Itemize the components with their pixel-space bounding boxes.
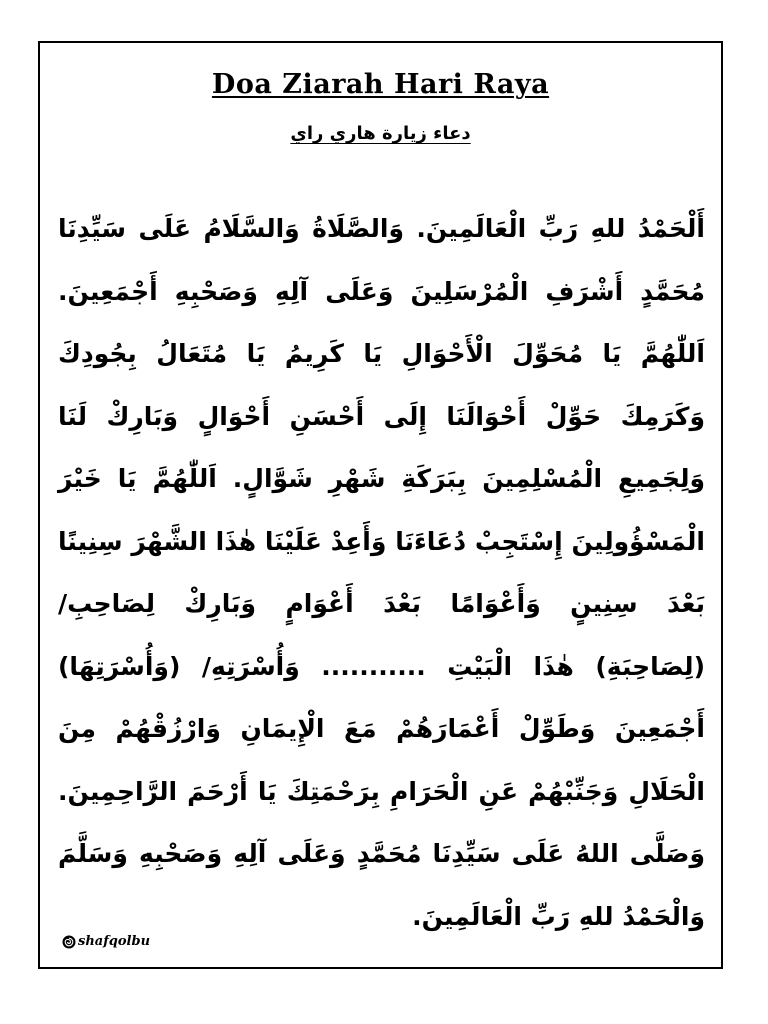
prayer-line: مُحَمَّدٍ أَشْرَفِ الْمُرْسَلِينَ وَعَلَى آلِهِ وَصَحْبِهِ أَجْمَعِينَ. xyxy=(58,276,705,306)
prayer-line: وَصَلَّى اللهُ عَلَى سَيِّدِنَا مُحَمَّدٍ وَعَلَى آلِهِ وَصَحْبِهِ وَسَلَّمَ xyxy=(58,839,705,868)
prayer-line: أَلْحَمْدُ للهِ رَبِّ الْعَالَمِينَ. وَالصَّلَاةُ وَالسَّلَامُ عَلَى سَيِّدِنَا xyxy=(58,214,705,243)
prayer-line: بَعْدَ سِنِينٍ وَأَعْوَامًا بَعْدَ أَعْوَامٍ وَبَارِكْ لِصَاحِبِ/ xyxy=(58,589,705,618)
prayer-line: وَكَرَمِكَ حَوِّلْ أَحْوَالَنَا إِلَى أَحْسَنِ أَحْوَالٍ وَبَارِكْ لَنَا xyxy=(58,401,705,431)
page-subtitle: دعاء زيارة هاري راي xyxy=(290,123,471,144)
watermark-text: shafqolbu xyxy=(78,934,151,949)
prayer-text xyxy=(58,198,705,948)
spiral-logo-icon xyxy=(62,935,76,949)
prayer-line: الْمَسْؤُولِينَ إِسْتَجِبْ دُعَاءَنَا وَأَعِدْ عَلَيْنَا هٰذَا الشَّهْرَ سِنِينًا xyxy=(58,526,705,556)
prayer-line: أَجْمَعِينَ وَطَوِّلْ أَعْمَارَهُمْ مَعَ الْإِيمَانِ وَارْزُقْهُمْ مِنَ xyxy=(58,714,705,743)
prayer-line: وَلِجَمِيعِ الْمُسْلِمِينَ بِبَرَكَةِ شَهْرِ شَوَّالٍ. اَللّٰهُمَّ يَا خَيْرَ xyxy=(58,464,705,493)
watermark xyxy=(62,934,150,949)
prayer-line: (لِصَاحِبَةِ) هٰذَا الْبَيْتِ ........... وَأُسْرَتِهِ/ (وَأُسْرَتِهَا) xyxy=(58,651,705,681)
page-title: Doa Ziarah Hari Raya xyxy=(211,69,550,100)
prayer-line: اَللّٰهُمَّ يَا مُحَوِّلَ الْأَحْوَالِ يَا كَرِيمُ يَا مُتَعَالُ بِجُودِكَ xyxy=(58,339,705,368)
prayer-line: الْحَلَالِ وَجَنِّبْهُمْ عَنِ الْحَرَامِ بِرَحْمَتِكَ يَا أَرْحَمَ الرَّاحِمِينَ. xyxy=(58,776,705,806)
document-frame xyxy=(38,41,723,969)
prayer-line: وَالْحَمْدُ للهِ رَبِّ الْعَالَمِينَ. xyxy=(412,901,705,931)
